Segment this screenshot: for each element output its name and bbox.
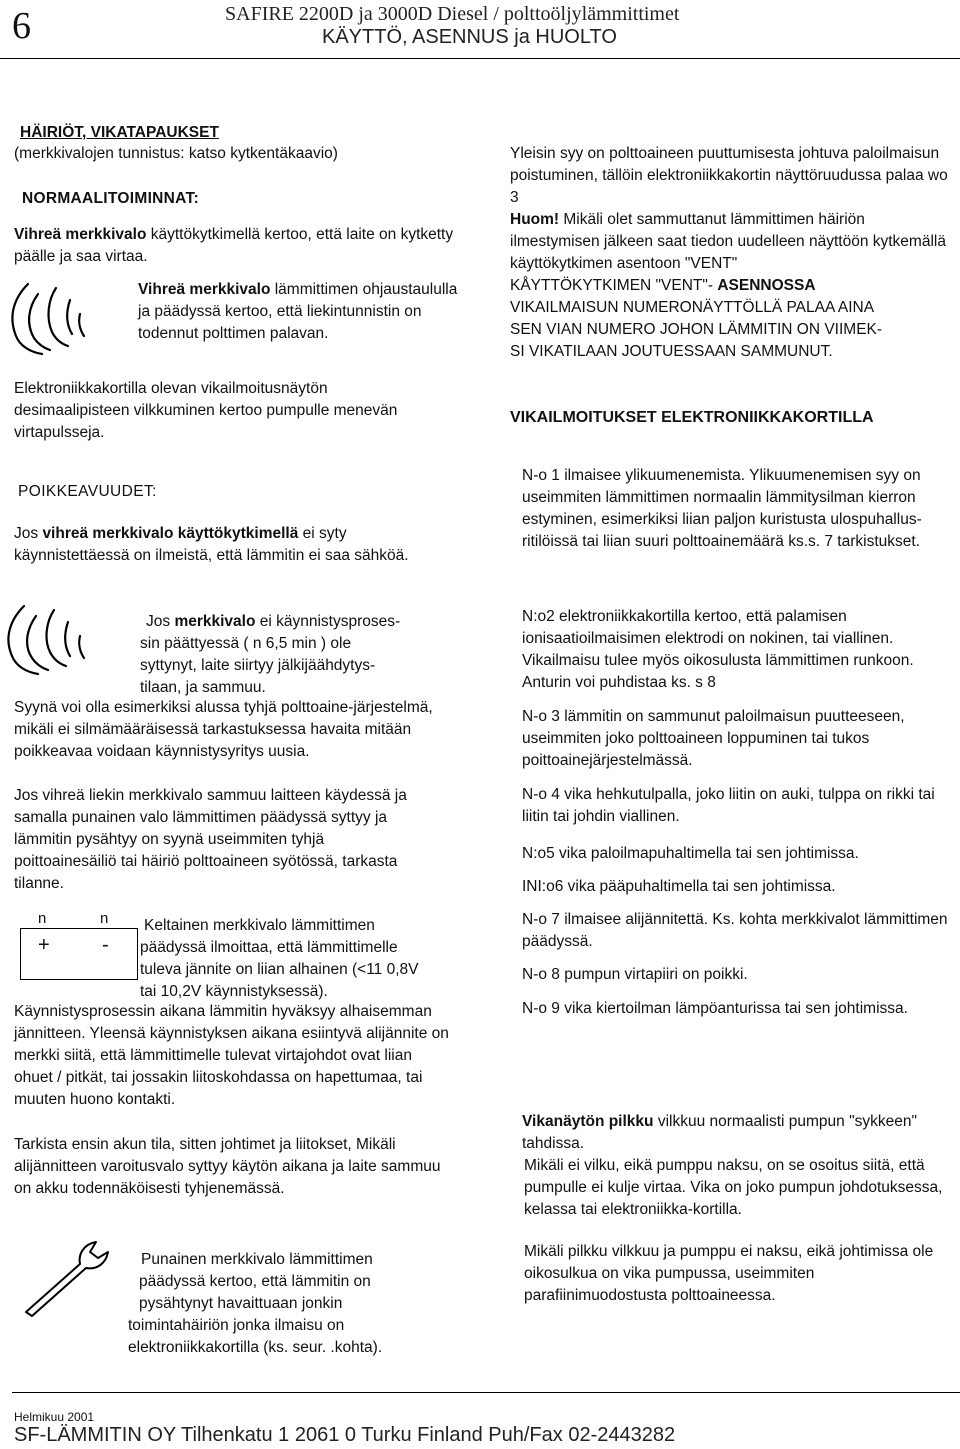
pilkku-text: vilkkuu normaalisti pumpun "sykkeen" tahdissa. [522,1113,917,1152]
yleisin-paragraph: Yleisin syy on polttoaineen puuttumisesta johtuva paloilmaisun poistuminen, tällöin elektroniikkakortin näyttöruudussa palaa wo 3 [510,145,948,206]
keltainen-line4: tai 10,2V käynnistyksessä). [140,983,328,1000]
fault-code-6: INI:o6 vika pääpuhaltimella tai sen johtimissa. [522,878,836,895]
mikali-paragraph-1: Mikäli ei vilku, eikä pumppu naksu, on se osoitus siitä, että pumpulle ei kulje virtaa. Vika on joko pumpun johdotuksessa, kelassa tai elektroniikka-kortilla. [524,1157,943,1218]
caps-line2: VIKAILMAISUN NUMERONÄYTTÖLLÄ PALAA AINA [510,299,875,316]
section-subheading: (merkkivalojen tunnistus: katso kytkentäkaavio) [14,145,338,162]
tarkista-paragraph: Tarkista ensin akun tila, sitten johtimet ja liitokset, Mikäli alijännitteen varoitusvalo syttyy käytön aikana ja laite sammuu on akku todennäköisesti tyhjenemässä. [14,1136,441,1197]
section-heading: HÄIRIÖT, VIKATAPAUKSET [20,124,219,141]
wrench-icon [22,1238,122,1318]
footer-date: Helmikuu 2001 [14,1410,95,1424]
mikali-paragraph-2: Mikäli pilkku vilkkuu ja pumppu ei naksu, eikä johtimissa ole oikosulkua on vika pumpussa, useimmiten parafiinimuodostusta polttoaineessa. [524,1243,934,1304]
pilkku-bold: Vikanäytön pilkku [522,1113,654,1130]
poik-rest: ei syty käynnistettäessä on ilmeistä, että lämmitin ei saa sähköä. [14,525,409,564]
caps-line4: SI VIKATILAAN JOUTUESSAAN SAMMUNUT. [510,343,833,360]
vikailmoitukset-heading: VIKAILMOITUKSET ELEKTRONIIKKAKORTILLA [510,409,874,426]
normal-heading: NORMAALITOIMINNAT: [22,190,200,207]
fault-code-3: N-o 3 lämmitin on sammunut paloilmaisun puutteeseen, useimmiten joko polttoaineen loppuminen tai tukos poittoainejärjestelmässä. [522,708,905,769]
footer-rule [12,1392,960,1393]
flame2-line3: syttynyt, laite siirtyy jälkijäähdytys- [140,657,376,674]
keltainen-line1: Keltainen merkkivalo lämmittimen [144,917,375,934]
footer-company: SF-LÄMMITIN OY Tilhenkatu 1 2061 0 Turku Finland Puh/Fax 02-2443282 [14,1424,676,1446]
fault-code-9: N-o 9 vika kiertoilman lämpöanturissa tai sen johtimissa. [522,1000,908,1017]
normal-paragraph-text: käyttökytkimellä kertoo, että laite on kytketty päälle ja saa virtaa. [14,226,454,265]
battery-terminal-right: n [100,910,109,927]
fault-code-2: N:o2 elektroniikkakortilla kertoo, että palamisen ionisaatioilmaisimen elektrodi on nokinen, tai viallinen. Vikailmaisu tulee myös oikosulusta lämmittimen runkoon. Anturin voi puhdistaa ks. s 8 [522,608,914,691]
flame2-bold: merkkivalo [174,613,256,630]
flame-paragraph [138,279,468,345]
keltainen-paragraph [140,915,470,1003]
fault-code-8: N-o 8 pumpun virtapiiri on poikki. [522,966,748,983]
normal-paragraph [14,224,454,268]
page-number: 6 [12,5,31,47]
syyna-paragraph: Syynä voi olla esimerkiksi alussa tyhjä polttoaine-järjestelmä, mikäli ei silmämääräisessä tarkastuksessa havaita mitään poikkeavaa voidaan käynnistysyritys uusia. [14,699,433,760]
kaynnistys-paragraph: Käynnistysprosessin aikana lämmitin hyväksyy alhaisemman jännitteen. Yleensä käynnistyksen aikana esiintyvä alijännite on merkki siitä, että lämmittimelle tulevat virtajohdot ovat liian ohuet / pitkät, tai jossakin liitoskohdassa on hapettumaa, tai muuten huono kontakti. [14,1003,449,1108]
document-subtitle: KÄYTTÖ, ASENNUS ja HUOLTO [322,26,617,48]
document-title: SAFIRE 2200D ja 3000D Diesel / polttoöljylämmittimet [225,3,680,25]
huom-paragraph [510,209,950,275]
header-rule [0,58,960,59]
punainen-line1: Punainen merkkivalo lämmittimen [141,1251,373,1268]
elektroniikka-paragraph: Elektroniikkakortilla olevan vikailmoitusnäytön desimaalipisteen vilkkuminen kertoo pumpulle menevän virtapulsseja. [14,380,398,441]
keltainen-line2: päädyssä ilmoittaa, että lämmittimelle [140,939,398,956]
pilkku-paragraph [522,1111,942,1155]
flame-paragraph-text: lämmittimen ohjaustaululla ja päädyssä kertoo, että liekintunnistin on todennut polttimen palavan. [138,281,458,342]
poik-pre: Jos [14,525,43,542]
huom-text: Mikäli olet sammuttanut lämmittimen häiriön ilmestymisen jälkeen saat tiedon uudelleen näyttöön kytkemällä käyttökytkimen asentoon "VENT" [510,211,946,272]
flame2-pre: Jos [146,613,175,630]
caps-paragraph [510,275,955,363]
poikkeavuudet-paragraph [14,523,459,567]
battery-minus: - [102,934,109,956]
poikkeavuudet-heading: POIKKEAVUUDET: [18,483,157,500]
huom-bold: Huom! [510,211,560,228]
keltainen-line3: tuleva jännite on liian alhainen (<11 0,8V [140,961,419,978]
punainen-line5: elektroniikkakortilla (ks. seur. .kohta). [128,1339,383,1356]
punainen-line2: päädyssä kertoo, että lämmitin on [139,1273,371,1290]
fault-code-7: N-o 7 ilmaisee alijännitettä. Ks. kohta merkkivalot lämmittimen päädyssä. [522,911,948,950]
punainen-paragraph [128,1249,468,1359]
flame-paragraph-bold: Vihreä merkkivalo [138,281,271,298]
punainen-line3: pysähtynyt havaittuaan jonkin [139,1295,343,1312]
fault-code-1: N-o 1 ilmaisee ylikuumenemista. Ylikuumenemisen syy on useimmiten lämmittimen normaalin lämmitysilman kierron estyminen, esimerkiksi liian paljon kuristusta ulospuhallus-ritilöissä tai liian suuri polttoainemäärä ks.s. 7 tarkistukset. [522,467,922,550]
flame2-line1: ei käynnistysproses- [255,613,401,630]
jos-vihrea-paragraph: Jos vihreä liekin merkkivalo sammuu laitteen käydessä ja samalla punainen valo lämmittimen päädyssä syttyy ja lämmitin pysähtyy on syynä useimmiten tyhjä poittoainesäiliö tai häiriö polttoaineen syötössä, tarkasta tilanne. [14,787,407,892]
battery-icon [20,912,138,980]
punainen-line4: toimintahäiriön jonka ilmaisu on [128,1317,345,1334]
flame2-line4: tilaan, ja sammuu. [140,679,266,696]
flame2-paragraph [140,611,470,699]
flame-icon-2 [2,600,102,680]
fault-code-5: N:o5 vika paloilmapuhaltimella tai sen johtimissa. [522,845,859,862]
caps-line3: SEN VIAN NUMERO JOHON LÄMMITIN ON VIIMEK- [510,321,883,338]
caps-line1: KÅYTTÖKYTKIMEN "VENT"- [510,277,718,294]
caps-line1-bold: ASENNOSSA [717,277,816,294]
battery-plus: + [38,934,50,956]
battery-terminal-left: n [38,910,47,927]
poik-bold: vihreä merkkivalo käyttökytkimellä [42,525,299,542]
flame-icon [8,278,103,358]
fault-code-4: N-o 4 vika hehkutulpalla, joko liitin on auki, tulppa on rikki tai liitin tai johdin viallinen. [522,786,935,825]
normal-paragraph-bold: Vihreä merkkivalo [14,226,147,243]
flame2-line2: sin päättyessä ( n 6,5 min ) ole [140,635,352,652]
